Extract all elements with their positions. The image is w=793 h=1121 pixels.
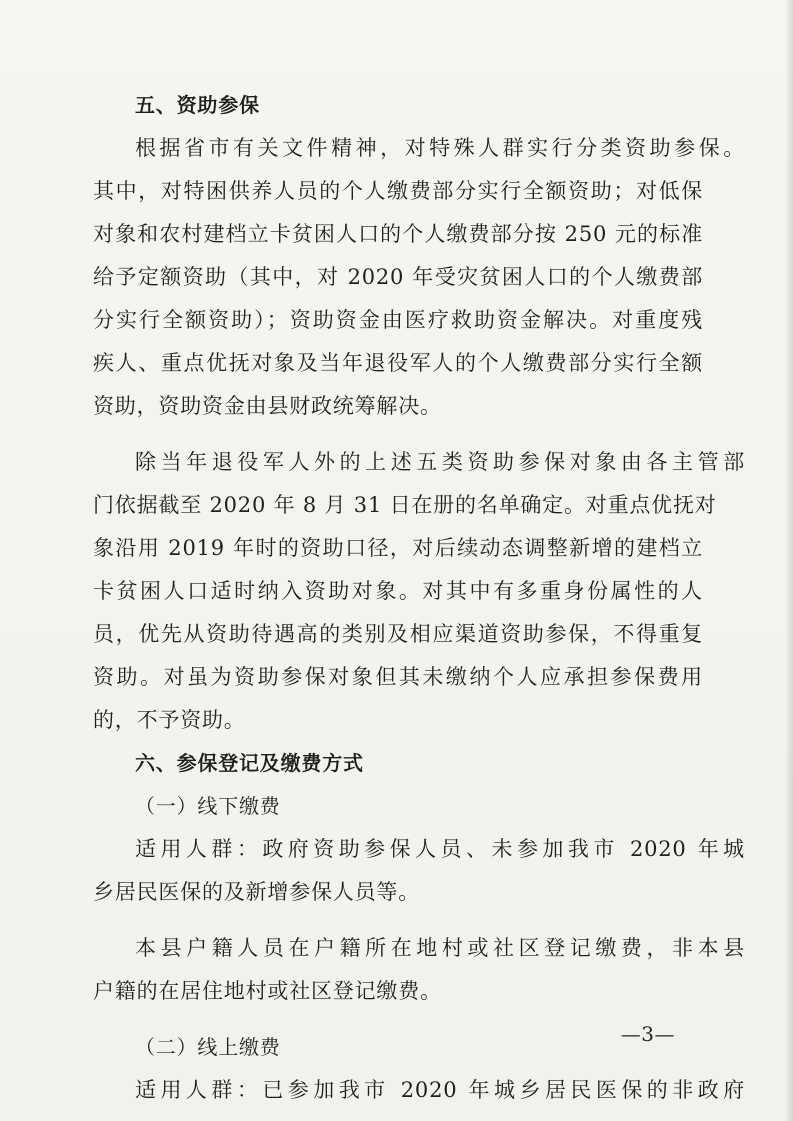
paragraph-line: 其中，对特困供养人员的个人缴费部分实行全额资助；对低保 [93,179,703,203]
paragraph-line: 适用人群：已参加我市 2020 年城乡居民医保的非政府 [135,1078,745,1102]
paragraph-line: 资助。对虽为资助参保对象但其未缴纳个人应承担参保费用 [93,665,703,689]
paragraph-line: 对象和农村建档立卡贫困人口的个人缴费部分按 250 元的标准 [93,222,703,246]
paragraph-line: 卡贫困人口适时纳入资助对象。对其中有多重身份属性的人 [93,579,703,603]
paragraph-line: 乡居民医保的及新增参保人员等。 [93,880,420,904]
paragraph-line: 除当年退役军人外的上述五类资助参保对象由各主管部 [135,450,745,474]
paragraph-line: 适用人群：政府资助参保人员、未参加我市 2020 年城 [135,837,745,861]
paragraph-line: 象沿用 2019 年时的资助口径，对后续动态调整新增的建档立 [93,536,703,560]
subsection-heading: （一）线下缴费 [135,794,281,818]
paragraph-line: 门依据截至 2020 年 8 月 31 日在册的名单确定。对重点优抚对 [93,493,717,517]
paragraph-line: 根据省市有关文件精神，对特殊人群实行分类资助参保。 [135,136,745,160]
paragraph-line: 资助，资助资金由县财政统筹解决。 [93,394,442,418]
paragraph-line: 的，不予资助。 [93,708,246,732]
paragraph-line: 户籍的在居住地村或社区登记缴费。 [93,979,442,1003]
paragraph-line: 给予定额资助（其中，对 2020 年受灾贫困人口的个人缴费部 [93,265,703,289]
subsection-heading: （二）线上缴费 [135,1035,281,1059]
page-number: —3— [620,1022,675,1046]
paragraph-line: 分实行全额资助）；资助资金由医疗救助资金解决。对重度残 [93,308,703,332]
paragraph-line: 本县户籍人员在户籍所在地村或社区登记缴费，非本县 [135,936,745,960]
document-body [93,84,745,1112]
paragraph-line: 员，优先从资助待遇高的类别及相应渠道资助参保，不得重复 [93,622,703,646]
section-heading: 六、参保登记及缴费方式 [135,751,364,775]
paragraph-line: 疾人、重点优抚对象及当年退役军人的个人缴费部分实行全额 [93,351,703,375]
scan-edge-shadow [785,0,793,1121]
section-heading: 五、资助参保 [135,93,260,117]
